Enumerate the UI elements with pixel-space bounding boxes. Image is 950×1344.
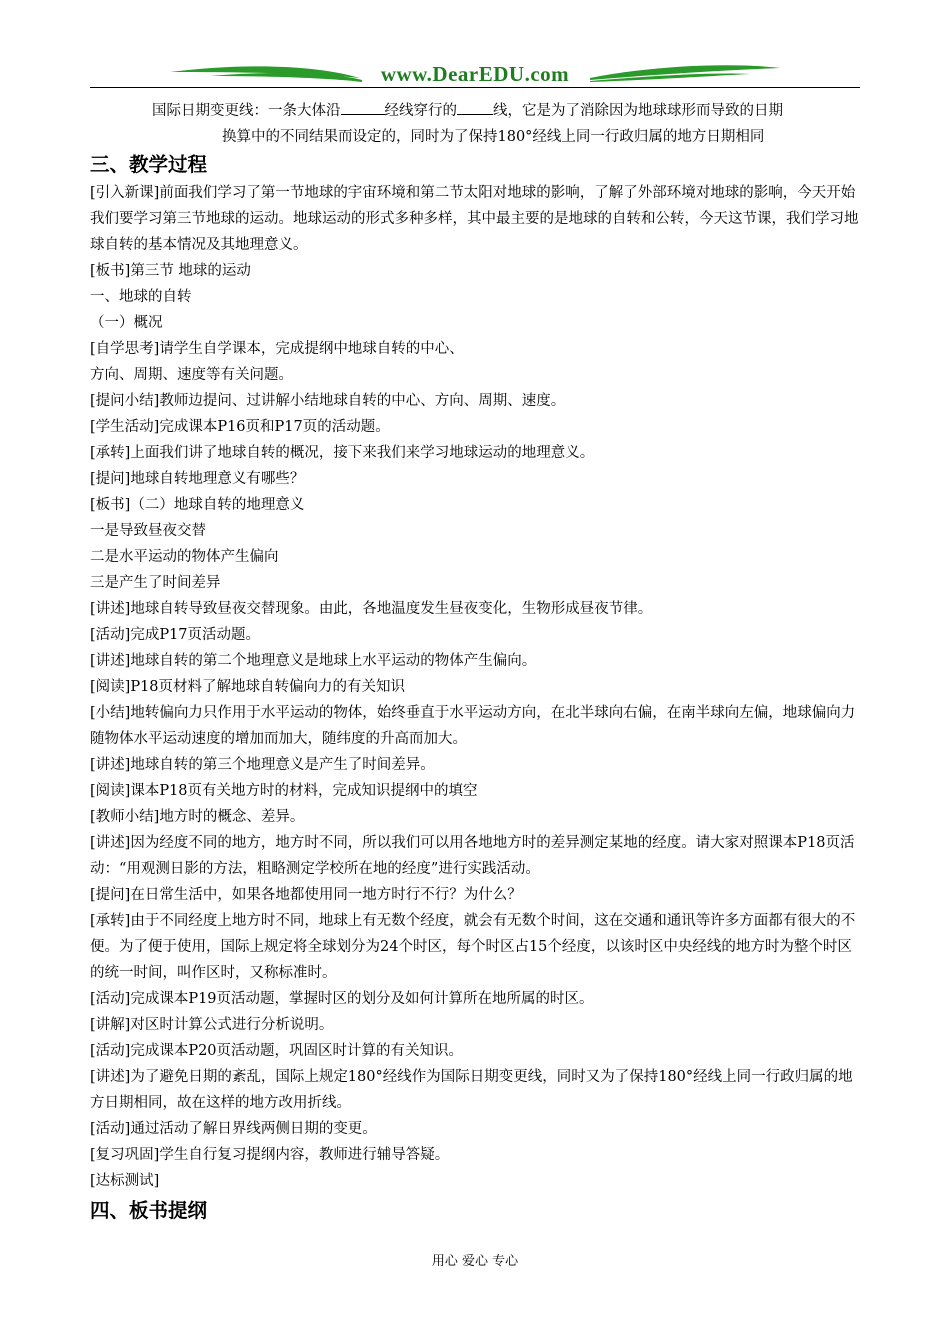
paragraph: [引入新课]前面我们学习了第一节地球的宇宙环境和第二节太阳对地球的影响，了解了外部环境对地球的影响，今天开始我们要学习第三节地球的运动。地球运动的形式多种多样，其中最主要的是地球的自转和公转，今天这节课，我们学习地球自转的基本情况及其地理意义。 (90, 185, 859, 253)
paragraph: [活动]完成课本P20页活动题，巩固区时计算的有关知识。 (90, 1043, 464, 1059)
blank-field-1 (341, 100, 385, 115)
paragraph: 一是导致昼夜交替 (90, 523, 206, 539)
page-footer: 用心 爱心 专心 (431, 1254, 519, 1269)
paragraph: 三是产生了时间差异 (90, 575, 221, 591)
paragraph: [提问]地球自转地理意义有哪些？ (90, 471, 305, 487)
paragraph: [活动]通过活动了解日界线两侧日期的变更。 (90, 1121, 377, 1137)
paragraph: [自学思考]请学生自学课本，完成提纲中地球自转的中心、 (90, 341, 464, 357)
lesson-paragraphs (90, 180, 865, 1194)
definition-text-3: 线，它是为了消除因为地球球形而导致的日期 (493, 103, 783, 119)
paragraph: [讲述]因为经度不同的地方，地方时不同，所以我们可以用各地地方时的差异测定某地的经度。请大家对照课本P18页活动：“用观测日影的方法，粗略测定学校所在地的经度”进行实践活动。 (90, 835, 855, 877)
logo-text: www.DearEDU.com (380, 62, 570, 86)
paragraph: [活动]完成P17页活动题。 (90, 627, 261, 643)
paragraph: [阅读]P18页材料了解地球自转偏向力的有关知识 (90, 679, 406, 695)
paragraph: [承转]上面我们讲了地球自转的概况，接下来我们来学习地球运动的地理意义。 (90, 445, 595, 461)
paragraph: 一、地球的自转 (90, 289, 192, 305)
definition-text-2: 经线穿行的 (384, 103, 457, 119)
paragraph: [小结]地转偏向力只作用于水平运动的物体，始终垂直于水平运动方向，在北半球向右偏，在南半球向左偏，地球偏向力随物体水平运动速度的增加而加大，随纬度的升高而加大。 (90, 705, 856, 747)
paragraph: [讲述]地球自转的第二个地理意义是地球上水平运动的物体产生偏向。 (90, 653, 537, 669)
paragraph: [讲述]地球自转的第三个地理意义是产生了时间差异。 (90, 757, 435, 773)
paragraph: [学生活动]完成课本P16页和P17页的活动题。 (90, 419, 390, 435)
definition-paragraph (152, 98, 865, 150)
paragraph: [承转]由于不同经度上地方时不同，地球上有无数个经度，就会有无数个时间，这在交通和通讯等许多方面都有很大的不便。为了便于使用，国际上规定将全球划分为24个时区，每个时区占15个经度，以该时区中央经线的地方时为整个时区的统一时间，叫作区时，又称标准时。 (90, 913, 856, 981)
paragraph: [讲述]为了避免日期的紊乱，国际上规定180°经线作为国际日期变更线，同时又为了保持180°经线上同一行政归属的地方日期相同，故在这样的地方改用折线。 (90, 1069, 853, 1111)
paragraph: [活动]完成课本P19页活动题，掌握时区的划分及如何计算所在地所属的时区。 (90, 991, 594, 1007)
definition-text-line2: 换算中的不同结果而设定的，同时为了保持180°经线上同一行政归属的地方日期相同 (222, 129, 765, 145)
paragraph: [教师小结]地方时的概念、差异。 (90, 809, 305, 825)
paragraph: [复习巩固]学生自行复习提纲内容，教师进行辅导答疑。 (90, 1147, 450, 1163)
definition-text-1: 国际日期变更线：一条大体沿 (152, 103, 341, 119)
document-body (90, 98, 865, 1226)
paragraph: [讲解]对区时计算公式进行分析说明。 (90, 1017, 334, 1033)
header-divider (90, 87, 860, 88)
paragraph: 方向、周期、速度等有关问题。 (90, 367, 293, 383)
section-heading-3: 三、教学过程 (90, 153, 208, 176)
section-heading-4: 四、板书提纲 (90, 1199, 208, 1222)
paragraph: [提问]在日常生活中，如果各地都使用同一地方时行不行？为什么？ (90, 887, 522, 903)
site-logo-banner (90, 58, 860, 94)
blank-field-2 (457, 100, 493, 115)
paragraph: [提问小结]教师边提问、过讲解小结地球自转的中心、方向、周期、速度。 (90, 393, 566, 409)
paragraph: [板书]第三节 地球的运动 (90, 263, 251, 279)
paragraph: （一）概况 (90, 315, 163, 331)
paragraph: [阅读]课本P18页有关地方时的材料，完成知识提纲中的填空 (90, 783, 478, 799)
paragraph: 二是水平运动的物体产生偏向 (90, 549, 279, 565)
paragraph: [板书]（二）地球自转的地理意义 (90, 497, 305, 513)
paragraph: [达标测试] (90, 1173, 160, 1189)
paragraph: [讲述]地球自转导致昼夜交替现象。由此，各地温度发生昼夜变化，生物形成昼夜节律。 (90, 601, 653, 617)
